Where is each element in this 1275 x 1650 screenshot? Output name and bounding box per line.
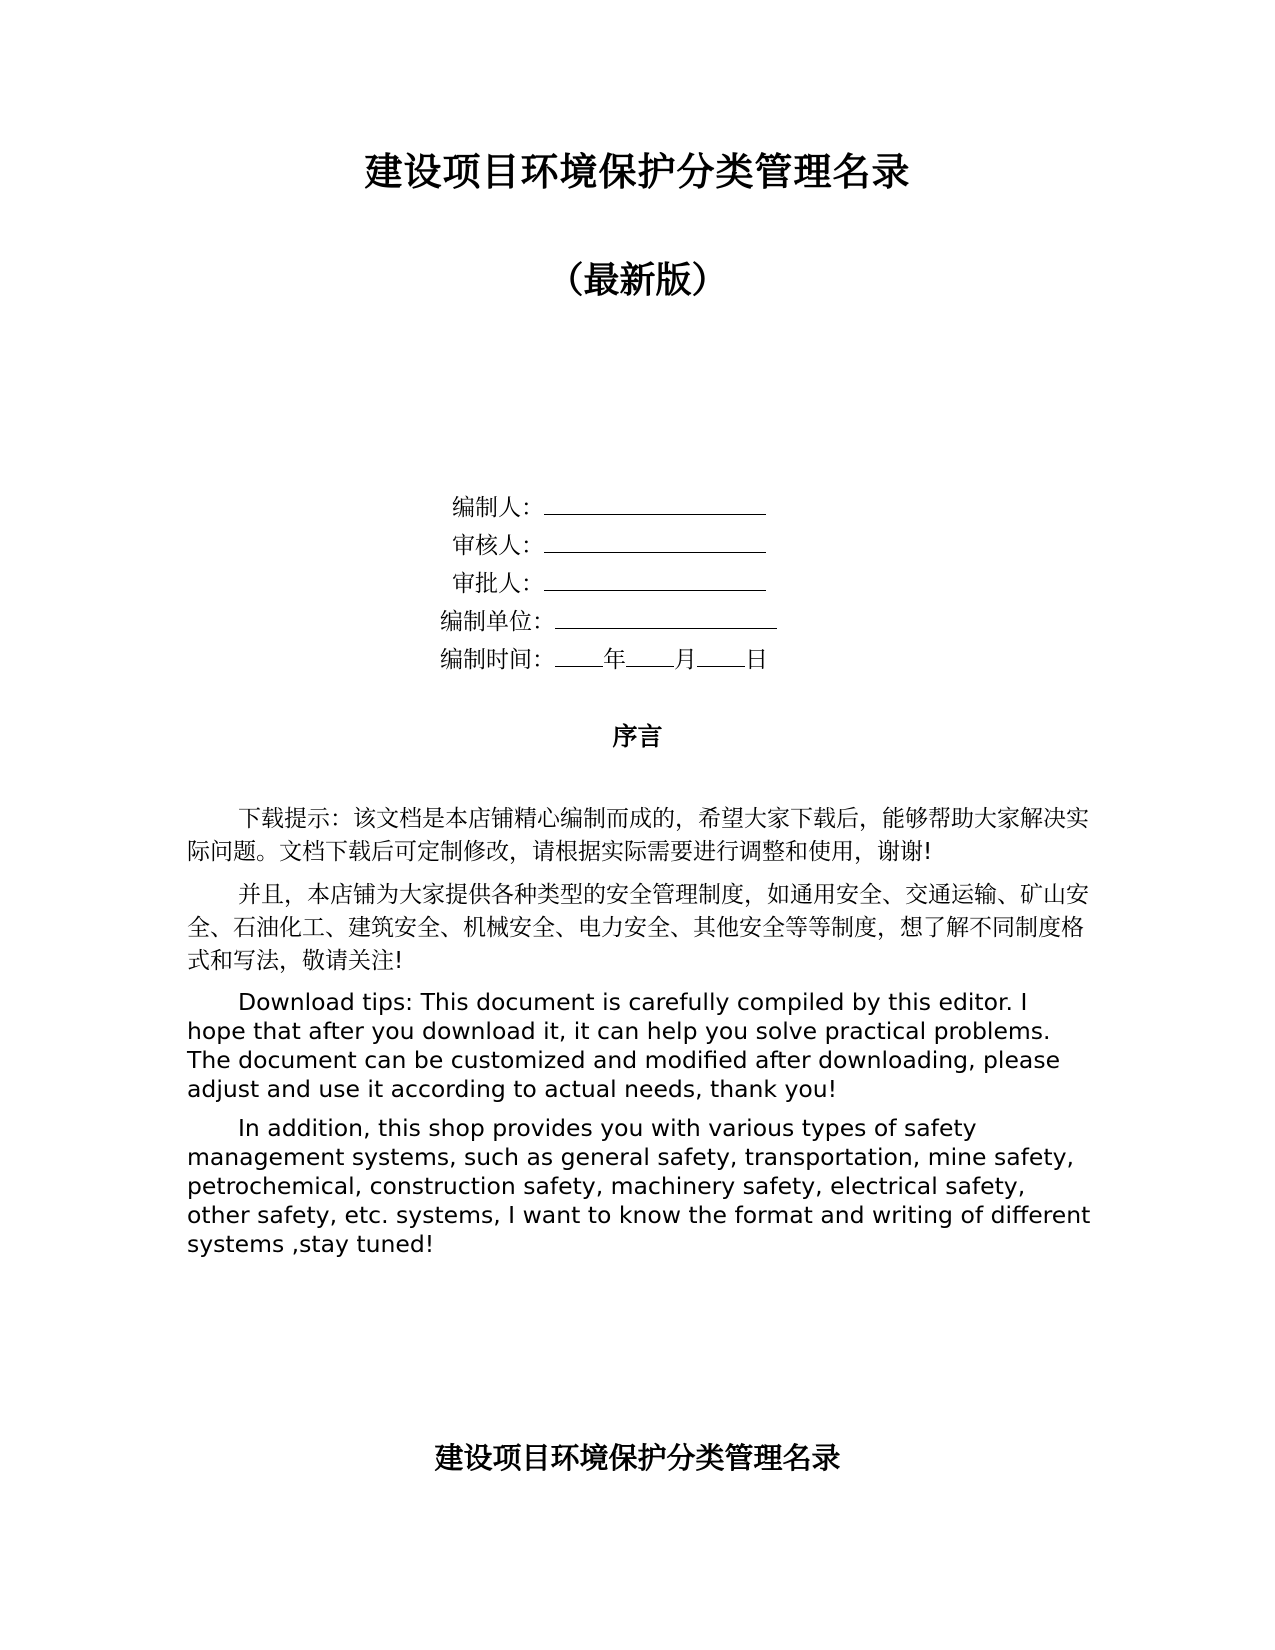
compiler-label: 编制人：: [452, 495, 544, 521]
date-field: [440, 641, 860, 679]
unit-label: 编制单位：: [440, 609, 555, 635]
additional-info-paragraph-en: In addition, this shop provides you with various types of safety management systems, such as general safety, transportation, mine safety, petrochemical, construction safety, machinery safety, electrical safety, other safety, etc. systems, I want to know the format and writing of different systems ,stay tuned!: [187, 1114, 1091, 1258]
day-blank-line: [697, 642, 745, 667]
unit-field: [440, 603, 860, 641]
approver-label: 审批人：: [452, 571, 544, 597]
day-label: 日: [745, 647, 768, 673]
document-title: 建设项目环境保护分类管理名录: [364, 149, 911, 194]
reviewer-field: [440, 527, 860, 565]
download-tip-paragraph-cn: 下载提示：该文档是本店铺精心编制而成的，希望大家下载后，能够帮助大家解决实际问题。文档下载后可定制修改，请根据实际需要进行调整和使用，谢谢!: [187, 806, 1089, 865]
preface-heading: 序言: [612, 722, 663, 751]
unit-blank-line: [555, 604, 777, 629]
signature-fields: [440, 489, 860, 679]
approver-blank-line: [544, 566, 766, 591]
additional-info-paragraph-cn: 并且，本店铺为大家提供各种类型的安全管理制度，如通用安全、交通运输、矿山安全、石油化工、建筑安全、机械安全、电力安全、其他安全等等制度，想了解不同制度格式和写法，敬请关注!: [187, 882, 1089, 974]
reviewer-blank-line: [544, 528, 766, 553]
section-title: 建设项目环境保护分类管理名录: [434, 1441, 841, 1475]
download-tip-paragraph-en: Download tips: This document is carefully compiled by this editor. I hope that after you download it, it can help you solve practical problems. The document can be customized and modified after downloading, please adjust and use it according to actual needs, thank you!: [187, 988, 1061, 1103]
month-blank-line: [626, 642, 674, 667]
compiler-blank-line: [544, 490, 766, 515]
compiler-field: [440, 489, 860, 527]
date-label: 编制时间：: [440, 647, 555, 673]
year-label: 年: [603, 647, 626, 673]
document-subtitle: （最新版）: [547, 259, 728, 301]
reviewer-label: 审核人：: [452, 533, 544, 559]
preface-body: [187, 803, 1092, 1269]
year-blank-line: [555, 642, 603, 667]
month-label: 月: [674, 647, 697, 673]
approver-field: [440, 565, 860, 603]
